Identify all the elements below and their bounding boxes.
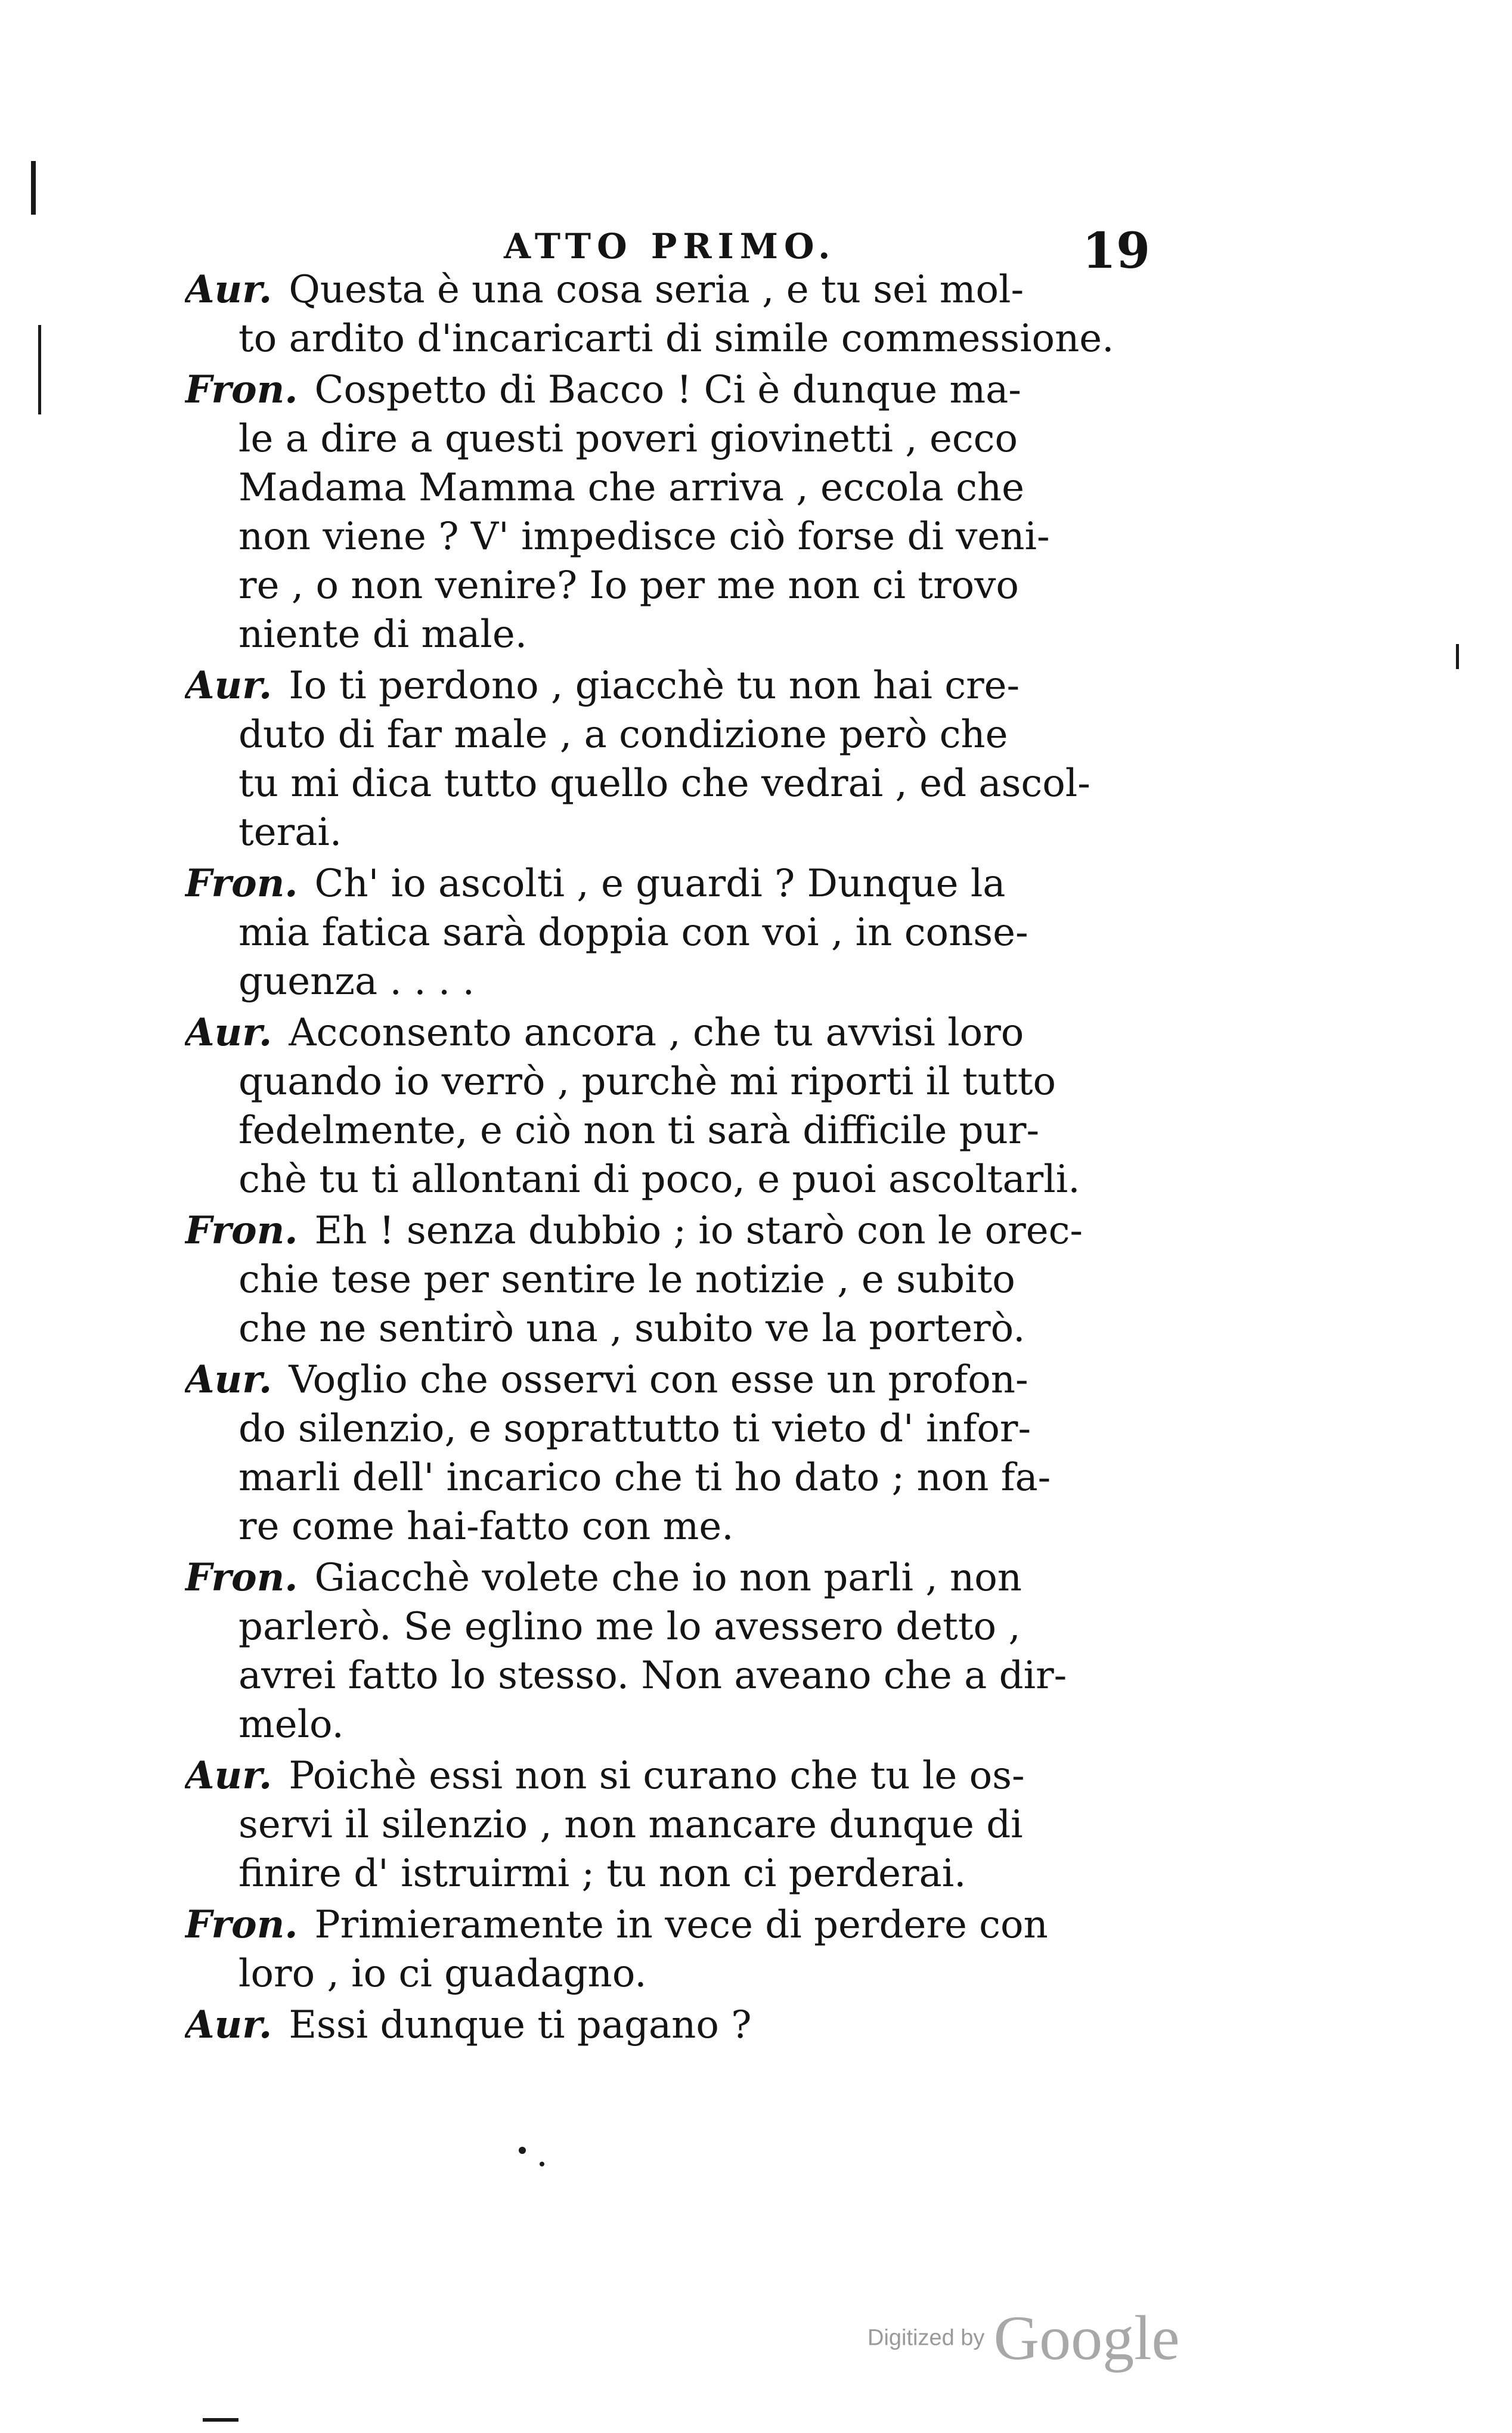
text-line: chè tu ti allontani di poco, e puoi ascoltarli. [238,1157,1080,1202]
speech [185,661,1151,857]
speech [185,1553,1151,1749]
speaker-name: Fron. [185,861,298,906]
speaker-name: Aur. [185,1357,272,1402]
line-text: Poichè essi non si curano che tu le os- [289,1754,1025,1798]
speaker-name: Fron. [185,1208,298,1253]
text-line: do silenzio, e soprattutto ti vieto d' infor- [238,1407,1031,1451]
text-line: servi il silenzio , non mancare dunque di [238,1803,1023,1847]
line-text: Acconsento ancora , che tu avvisi loro [289,1011,1024,1055]
text-line: fedelmente, e ciò non ti sarà difficile pur- [238,1109,1040,1153]
speech [185,366,1151,659]
speaker-name: Aur. [185,267,272,312]
line-text: Eh ! senza dubbio ; io starò con le orec- [314,1209,1083,1253]
speaker-name: Fron. [185,1555,298,1600]
text-line: re come hai-fatto con me. [238,1505,734,1549]
text-line: che ne sentirò una , subito ve la porterò. [238,1307,1025,1351]
digitized-watermark [867,2302,1180,2373]
text-line: to ardito d'incaricarti di simile commessione. [238,317,1114,361]
line-text: Giacchè volete che io non parli , non [314,1556,1022,1600]
speaker-name: Aur. [185,1010,272,1055]
text-line: Madama Mamma che arriva , eccola che [238,466,1024,510]
line-text: Questa è una cosa seria , e tu sei mol- [289,268,1024,312]
text-line: duto di far male , a condizione però che [238,713,1008,757]
speech [185,1355,1151,1551]
text-line: niente di male. [238,612,528,657]
line-text: Io ti perdono , giacchè tu non hai cre- [289,664,1020,708]
text-line: mia fatica sarà doppia con voi , in conse- [238,911,1028,955]
scan-mark [519,2147,526,2154]
text-line [185,366,1151,414]
speaker-name: Fron. [185,1902,298,1947]
text-line: melo. [238,1703,344,1747]
text-line [185,265,1151,314]
line-text: Primieramente in vece di perdere con [314,1903,1048,1947]
speech [185,1751,1151,1898]
line-text: Voglio che osservi con esse un profon- [289,1358,1028,1402]
speech [185,1008,1151,1204]
text-line: quando io verrò , purchè mi riporti il tutto [238,1060,1056,1104]
speech [185,1900,1151,1998]
text-line: le a dire a questi poveri giovinetti , ecco [238,417,1018,461]
text-line: loro , io ci guadagno. [238,1952,647,1996]
text-line: finire d' istruirmi ; tu non ci perderai. [238,1852,966,1896]
scan-mark [38,325,41,414]
text-line [185,1900,1151,1949]
text-line: guenza . . . . [238,959,475,1004]
text-line: tu mi dica tutto quello che vedrai , ed ascol- [238,762,1090,806]
text-line: avrei fatto lo stesso. Non aveano che a dir- [238,1654,1067,1698]
scan-mark [540,2162,544,2166]
scan-mark [31,161,36,215]
speaker-name: Aur. [185,2002,272,2047]
speaker-name: Fron. [185,367,298,412]
line-text: Ch' io ascolti , e guardi ? Dunque la [314,862,1006,906]
scan-mark [203,2418,238,2422]
speaker-name: Aur. [185,663,272,708]
text-line [185,2001,1151,2050]
text-line [185,1206,1151,1255]
scan-mark [1456,644,1459,669]
text-line [185,1008,1151,1057]
speech [185,859,1151,1006]
running-title: ATTO PRIMO. [504,226,836,267]
text-line [185,661,1151,710]
text-line: non viene ? V' impedisce ciò forse di veni- [238,515,1050,559]
text-line [185,1751,1151,1800]
speech [185,2001,1151,2050]
text-line: marli dell' incarico che ti ho dato ; non fa- [238,1456,1051,1500]
google-logo: Google [993,2303,1180,2373]
speaker-name: Aur. [185,1753,272,1798]
text-line [185,1355,1151,1404]
speech [185,1206,1151,1353]
text-line: parlerò. Se eglino me lo avessero detto , [238,1605,1021,1649]
text-line [185,1553,1151,1602]
dialogue-text [185,265,1151,2052]
watermark-prefix: Digitized by [867,2325,985,2351]
text-line [185,859,1151,908]
text-line: chie tese per sentire le notizie , e subito [238,1258,1015,1302]
speech [185,265,1151,363]
text-line: re , o non venire? Io per me non ci trovo [238,564,1019,608]
text-line: terai. [238,810,342,855]
line-text: Cospetto di Bacco ! Ci è dunque ma- [314,368,1021,412]
line-text: Essi dunque ti pagano ? [289,2003,752,2047]
page-number: 19 [1082,222,1151,280]
